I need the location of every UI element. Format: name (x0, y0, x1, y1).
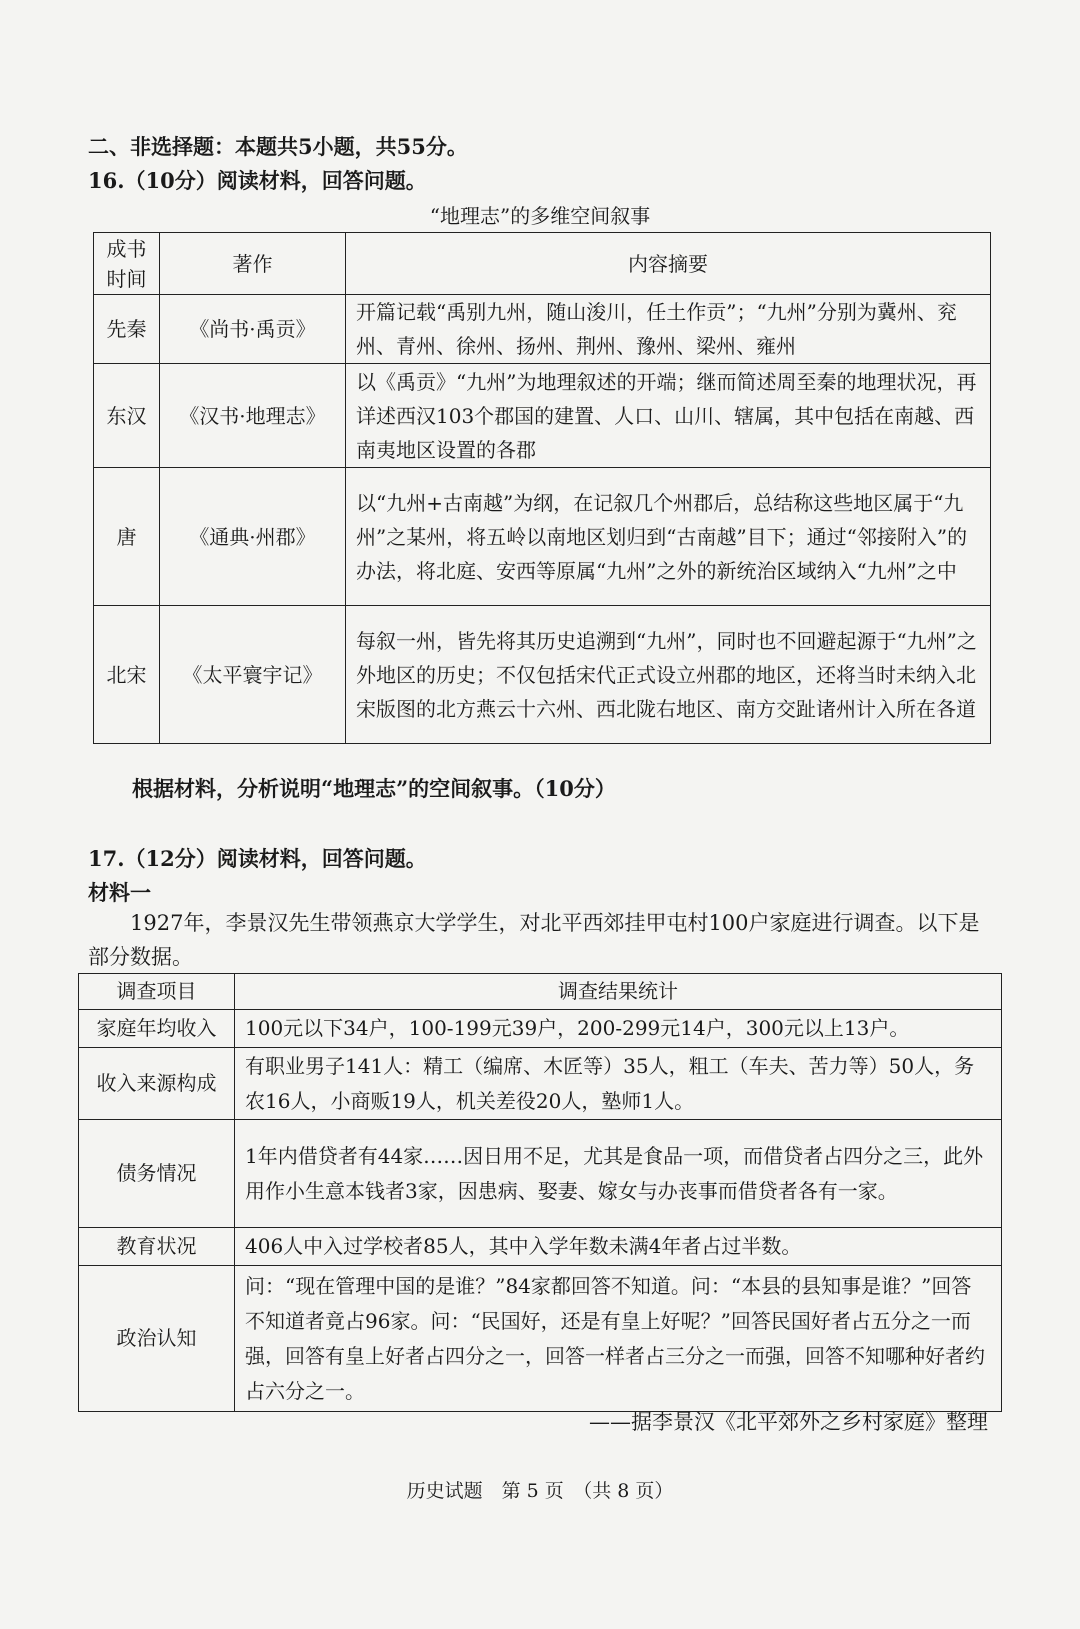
row-item: 债务情况 (79, 1120, 235, 1228)
row-item: 收入来源构成 (79, 1048, 235, 1120)
header-result: 调查结果统计 (235, 974, 1002, 1010)
row-summary: 以“九州+古南越”为纲，在记叙几个州郡后，总结称这些地区属于“九州”之某州，将五岭以南地区划归到“古南越”目下；通过“邻接附入”的办法，将北庭、安西等原属“九州”之外的新统治区域纳入“九州”之中 (346, 468, 991, 606)
table-row (94, 295, 991, 364)
row-work: 《尚书·禹贡》 (160, 295, 346, 364)
section-heading: 二、非选择题：本题共5小题，共55分。 (88, 134, 468, 159)
row-result: 问：“现在管理中国的是谁？”84家都回答不知道。问：“本县的县知事是谁？”回答不知道者竟占96家。问：“民国好，还是有皇上好呢？”回答民国好者占五分之一而强，回答有皇上好者占四分之一，回答一样者占三分之一而强，回答不知哪种好者约占六分之一。 (235, 1266, 1002, 1412)
q17-material-label: 材料一 (88, 880, 151, 905)
row-work: 《汉书·地理志》 (160, 364, 346, 468)
q17-table (78, 973, 1002, 1412)
row-time: 东汉 (94, 364, 160, 468)
q16-table-caption: “地理志”的多维空间叙事 (429, 204, 651, 228)
header-time-line1: 成书 (106, 236, 147, 261)
table-row (79, 1010, 1002, 1048)
row-item: 家庭年均收入 (79, 1010, 235, 1048)
table-header-row (94, 233, 991, 295)
row-summary: 以《禹贡》“九州”为地理叙述的开端；继而简述周至秦的地理状况，再详述西汉103个郡国的建置、人口、山川、辖属，其中包括在南越、西南夷地区设置的各郡 (346, 364, 991, 468)
q17-title: 17.（12分）阅读材料，回答问题。 (88, 846, 427, 871)
row-result: 1年内借贷者有44家……因日用不足，尤其是食品一项，而借贷者占四分之三，此外用作小生意本钱者3家，因患病、娶妻、嫁女与办丧事而借贷者各有一家。 (235, 1120, 1002, 1228)
table-row (79, 1266, 1002, 1412)
row-time: 北宋 (94, 606, 160, 744)
q17-source: ——据李景汉《北平郊外之乡村家庭》整理 (589, 1410, 988, 1434)
q16-table (93, 232, 991, 744)
row-time: 先秦 (94, 295, 160, 364)
row-summary: 每叙一州，皆先将其历史追溯到“九州”，同时也不回避起源于“九州”之外地区的历史；不仅包括宋代正式设立州郡的地区，还将当时未纳入北宋版图的北方燕云十六州、西北陇右地区、南方交趾诸州计入所在各道 (346, 606, 991, 744)
q16-question: 根据材料，分析说明“地理志”的空间叙事。（10分） (132, 776, 616, 801)
row-result: 有职业男子141人：精工（编席、木匠等）35人，粗工（车夫、苦力等）50人，务农16人，小商贩19人，机关差役20人，塾师1人。 (235, 1048, 1002, 1120)
row-item: 教育状况 (79, 1228, 235, 1266)
header-work: 著作 (160, 233, 346, 295)
header-item: 调查项目 (79, 974, 235, 1010)
row-result: 100元以下34户，100-199元39户，200-299元14户，300元以上13户。 (235, 1010, 1002, 1048)
table-header-row (79, 974, 1002, 1010)
row-work: 《通典·州郡》 (160, 468, 346, 606)
header-summary: 内容摘要 (346, 233, 991, 295)
table-row (79, 1228, 1002, 1266)
row-item: 政治认知 (79, 1266, 235, 1412)
header-time (94, 233, 160, 295)
table-row (79, 1048, 1002, 1120)
table-row (79, 1120, 1002, 1228)
q16-title: 16.（10分）阅读材料，回答问题。 (88, 168, 427, 193)
q17-intro: 1927年，李景汉先生带领燕京大学学生，对北平西郊挂甲屯村100户家庭进行调查。以下是部分数据。 (88, 911, 980, 969)
table-row (94, 606, 991, 744)
table-row (94, 468, 991, 606)
row-work: 《太平寰宇记》 (160, 606, 346, 744)
table-row (94, 364, 991, 468)
page-footer: 历史试题 第 5 页 （共 8 页） (406, 1480, 674, 1502)
row-time: 唐 (94, 468, 160, 606)
row-summary: 开篇记载“禹别九州，随山浚川，任土作贡”；“九州”分别为冀州、兖州、青州、徐州、扬州、荆州、豫州、梁州、雍州 (346, 295, 991, 364)
row-result: 406人中入过学校者85人，其中入学年数未满4年者占过半数。 (235, 1228, 1002, 1266)
header-time-line2: 时间 (106, 266, 147, 291)
